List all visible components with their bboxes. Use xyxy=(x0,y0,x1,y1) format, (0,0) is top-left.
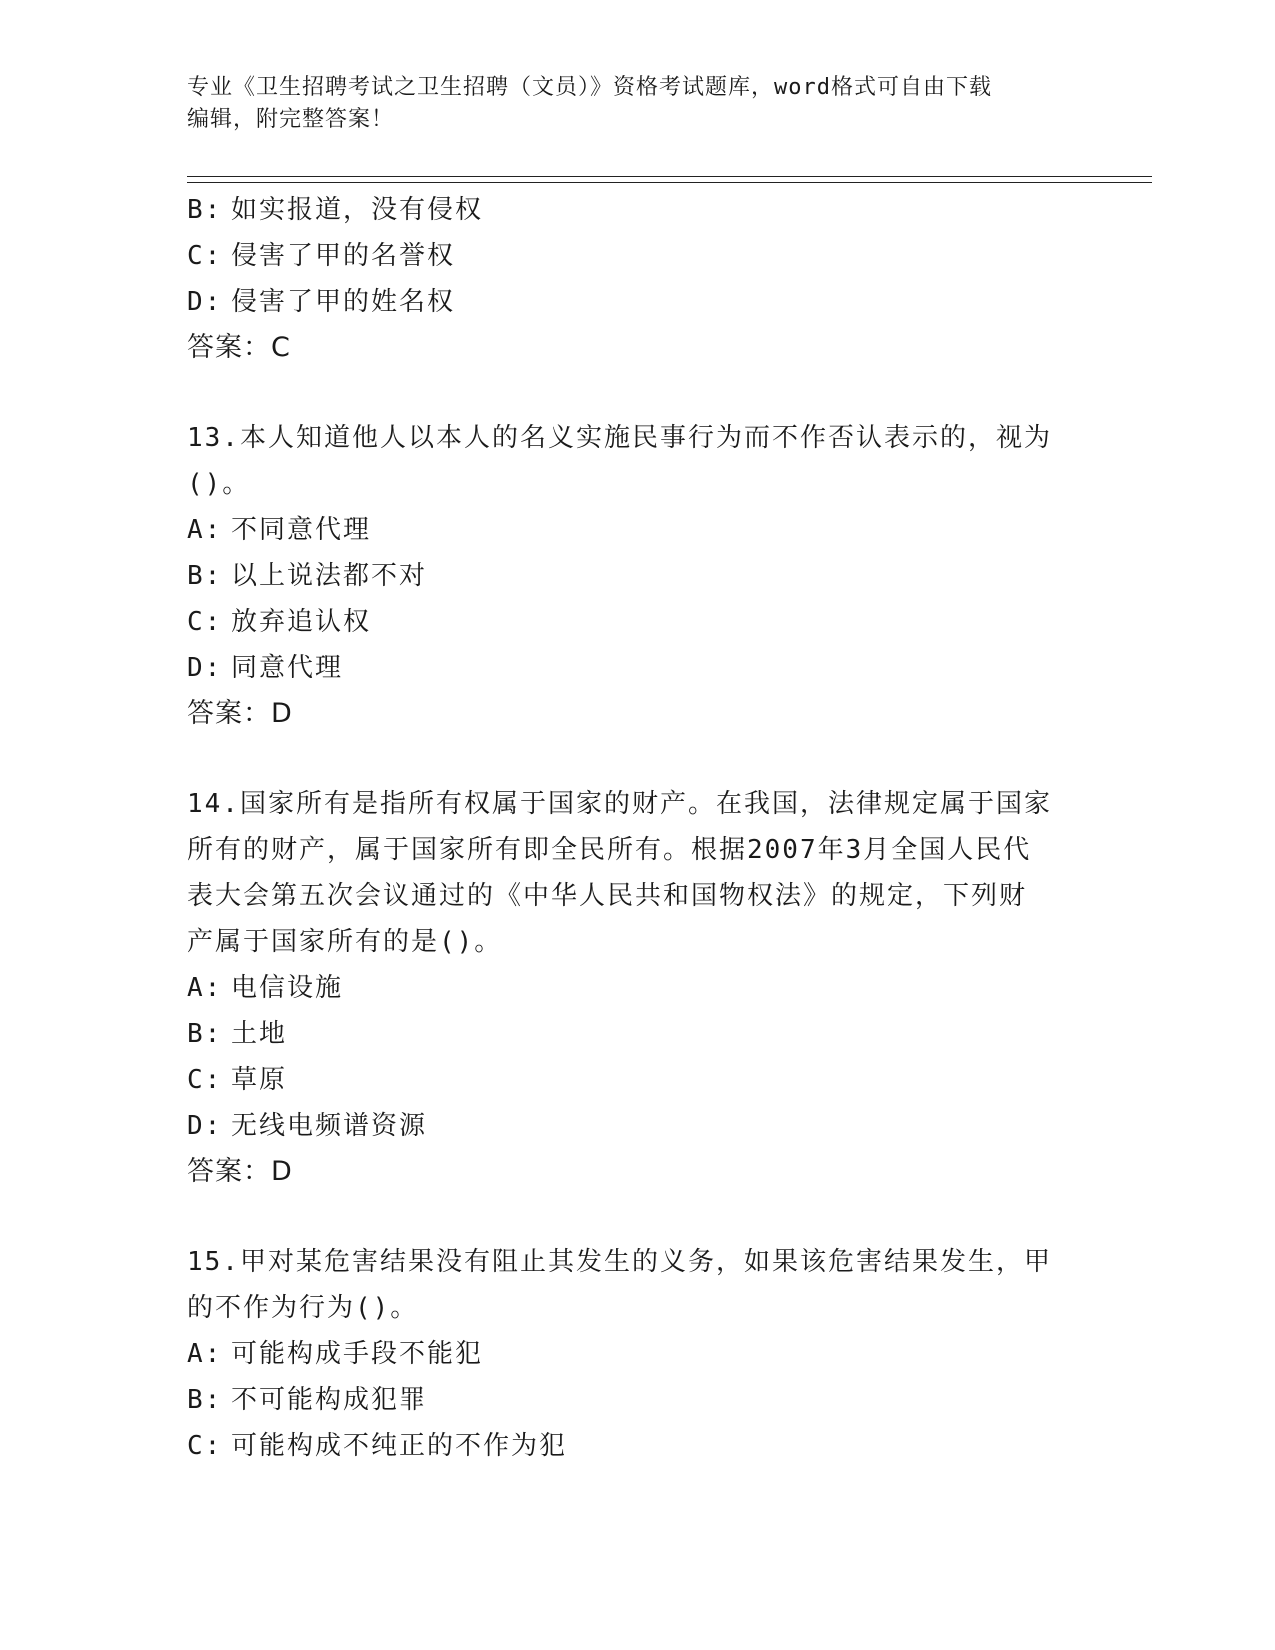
question-stem: 14.国家所有是指所有权属于国家的财产。在我国，法律规定属于国家 xyxy=(187,789,1052,819)
option-c: C: 侵害了甲的名誉权 xyxy=(187,241,456,271)
option-b: B: 不可能构成犯罪 xyxy=(187,1385,428,1415)
option-d: D: 侵害了甲的姓名权 xyxy=(187,287,456,317)
document-header xyxy=(187,72,1067,136)
option-a: A: 不同意代理 xyxy=(187,515,372,545)
header-rule-bottom xyxy=(187,182,1152,183)
option-d: D: 无线电频谱资源 xyxy=(187,1111,428,1141)
question-12 xyxy=(187,187,1067,371)
header-line-2: 编辑，附完整答案！ xyxy=(187,107,395,132)
option-a: A: 电信设施 xyxy=(187,973,344,1003)
question-stem: 表大会第五次会议通过的《中华人民共和国物权法》的规定，下列财 xyxy=(187,881,1028,911)
option-b: B: 如实报道，没有侵权 xyxy=(187,195,484,225)
option-c: C: 放弃追认权 xyxy=(187,607,372,637)
question-stem: 的不作为行为()。 xyxy=(187,1293,419,1323)
header-line-1: 专业《卫生招聘考试之卫生招聘（文员）》资格考试题库，word格式可自由下载 xyxy=(187,75,992,100)
answer-text: 答案：D xyxy=(187,1156,293,1187)
option-b: B: 以上说法都不对 xyxy=(187,561,428,591)
option-c: C: 草原 xyxy=(187,1065,288,1095)
answer-text: 答案：C xyxy=(187,332,291,363)
question-13 xyxy=(187,415,1067,737)
question-14 xyxy=(187,781,1067,1195)
header-rule-top xyxy=(187,176,1152,177)
question-content xyxy=(187,187,1067,1469)
question-stem: ()。 xyxy=(187,469,251,499)
option-d: D: 同意代理 xyxy=(187,653,344,683)
option-a: A: 可能构成手段不能犯 xyxy=(187,1339,484,1369)
option-b: B: 土地 xyxy=(187,1019,288,1049)
question-15 xyxy=(187,1239,1067,1469)
question-stem: 15.甲对某危害结果没有阻止其发生的义务，如果该危害结果发生，甲 xyxy=(187,1247,1052,1277)
option-c: C: 可能构成不纯正的不作为犯 xyxy=(187,1431,568,1461)
question-stem: 所有的财产，属于国家所有即全民所有。根据2007年3月全国人民代 xyxy=(187,835,1032,865)
question-stem: 13.本人知道他人以本人的名义实施民事行为而不作否认表示的，视为 xyxy=(187,423,1052,453)
question-stem: 产属于国家所有的是()。 xyxy=(187,927,503,957)
answer-text: 答案：D xyxy=(187,698,293,729)
